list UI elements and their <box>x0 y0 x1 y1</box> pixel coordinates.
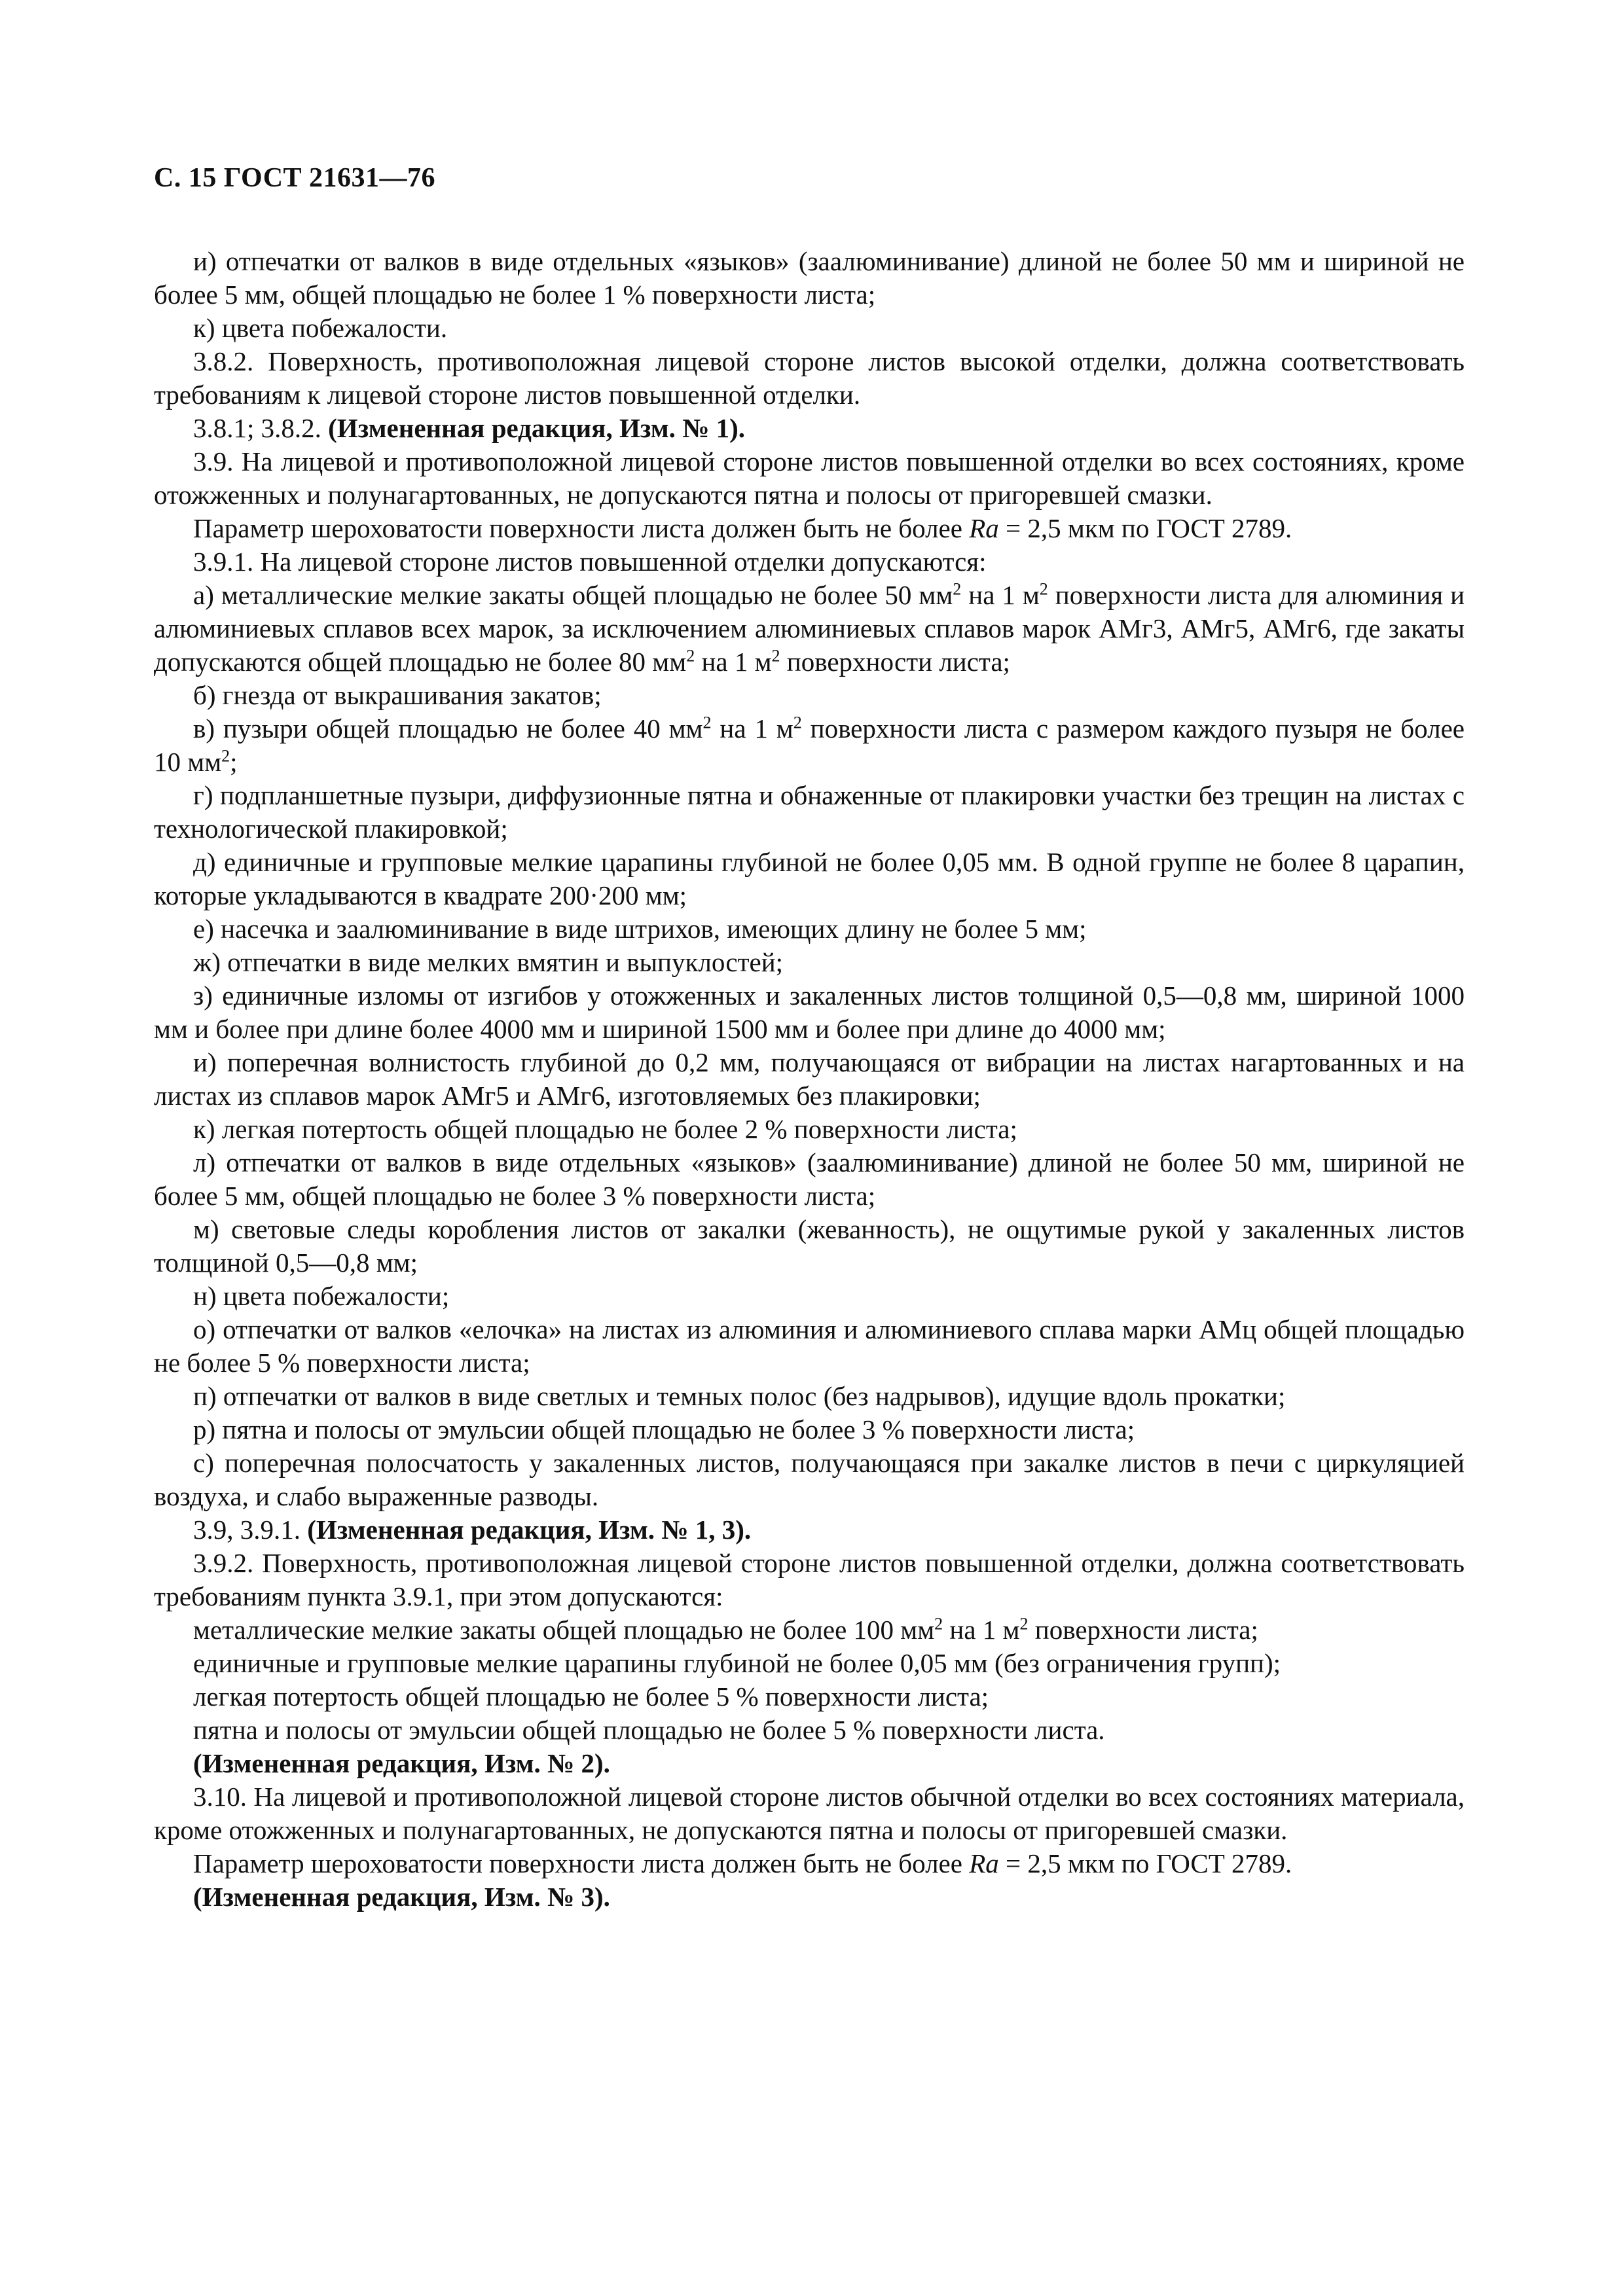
paragraph <box>154 1280 1465 1313</box>
paragraph <box>154 579 1465 679</box>
paragraph <box>154 1847 1465 1880</box>
paragraph <box>154 445 1465 512</box>
paragraph <box>154 1647 1465 1680</box>
text-run: в) пузыри общей площадью не более 40 мм <box>193 713 703 744</box>
paragraph <box>154 1713 1465 1747</box>
superscript: 2 <box>686 646 695 666</box>
text-run: 3.9. На лицевой и противоположной лицевой стороне листов повышенной отделки во всех состояниях, кроме отожженных и полунагартованных, не допускаются пятна и полосы от пригоревшей смазки. <box>154 446 1465 510</box>
document-body <box>154 245 1465 1914</box>
text-run: л) отпечатки от валков в виде отдельных «языков» (заалюминивание) длиной не более 50 мм, шириной не более 5 мм, общей площадью не более 3 % поверхности листа; <box>154 1147 1465 1211</box>
text-run: = 2,5 мкм по ГОСТ 2789. <box>998 513 1292 543</box>
paragraph <box>154 1046 1465 1113</box>
paragraph <box>154 912 1465 946</box>
text-run: и) поперечная волнистость глубиной до 0,2 мм, получающаяся от вибрации на листах нагартованных и на листах из сплавов марок АМг5 и АМг6, изготовляемых без плакировки; <box>154 1047 1465 1111</box>
italic-symbol: Ra <box>969 513 999 543</box>
text-run: к) легкая потертость общей площадью не более 2 % поверхности листа; <box>193 1114 1017 1144</box>
paragraph <box>154 1413 1465 1446</box>
amendment-note: (Измененная редакция, Изм. № 1, 3). <box>307 1515 752 1545</box>
paragraph <box>154 1680 1465 1713</box>
text-run: 3.9.2. Поверхность, противоположная лицевой стороне листов повышенной отделки, должна соответствовать требованиям пункта 3.9.1, при этом допускаются: <box>154 1548 1465 1611</box>
text-run: ж) отпечатки в виде мелких вмятин и выпуклостей; <box>193 947 784 977</box>
text-run: поверхности листа; <box>780 647 1010 677</box>
paragraph <box>154 545 1465 579</box>
superscript: 2 <box>1039 579 1048 599</box>
paragraph <box>154 1446 1465 1513</box>
text-run: на 1 м <box>943 1615 1020 1645</box>
text-run: 3.10. На лицевой и противоположной лицевой стороне листов обычной отделки во всех состояниях материала, кроме отожженных и полунагартованных, не допускаются пятна и полосы от пригоревшей смазки. <box>154 1782 1465 1845</box>
superscript: 2 <box>953 579 962 599</box>
text-run: г) подпланшетные пузыри, диффузионные пятна и обнаженные от плакировки участки без трещин на листах с технологической плакировкой; <box>154 780 1465 844</box>
text-run: на 1 м <box>695 647 772 677</box>
text-run: 3.9, 3.9.1. <box>193 1515 308 1545</box>
paragraph <box>154 1213 1465 1280</box>
text-run: д) единичные и групповые мелкие царапины глубиной не более 0,05 мм. В одной группе не более 8 царапин, которые укладываются в квадрате 200·200 мм; <box>154 847 1465 910</box>
italic-symbol: Ra <box>969 1848 999 1878</box>
text-run: единичные и групповые мелкие царапины глубиной не более 0,05 мм (без ограничения групп); <box>193 1648 1281 1678</box>
amendment-note: (Измененная редакция, Изм. № 2). <box>193 1748 610 1778</box>
text-run: поверхности листа с размером каждого пузыря не более 10 мм <box>154 713 1465 777</box>
text-run: б) гнезда от выкрашивания закатов; <box>193 680 602 710</box>
paragraph <box>154 779 1465 846</box>
text-run: з) единичные изломы от изгибов у отожженных и закаленных листов толщиной 0,5—0,8 мм, шириной 1000 мм и более при длине более 4000 мм и шириной 1500 мм и более при длине до 4000 мм; <box>154 980 1465 1044</box>
paragraph <box>154 979 1465 1046</box>
paragraph <box>154 1780 1465 1847</box>
text-run: е) насечка и заалюминивание в виде штрихов, имеющих длину не более 5 мм; <box>193 914 1087 944</box>
superscript: 2 <box>702 713 712 732</box>
text-run: с) поперечная полосчатость у закаленных листов, получающаяся при закалке листов в печи с циркуляцией воздуха, и слабо выраженные разводы. <box>154 1448 1465 1511</box>
superscript: 2 <box>793 713 802 732</box>
paragraph <box>154 1146 1465 1213</box>
text-run: 3.8.2. Поверхность, противоположная лицевой стороне листов высокой отделки, должна соответствовать требованиям к лицевой стороне листов повышенной отделки. <box>154 346 1465 410</box>
text-run: а) металлические мелкие закаты общей площадью не более 50 мм <box>193 580 953 610</box>
text-run: о) отпечатки от валков «елочка» на листах из алюминия и алюминиевого сплава марки АМц общей площадью не более 5 % поверхности листа; <box>154 1314 1465 1378</box>
text-run: 3.9.1. На лицевой стороне листов повышенной отделки допускаются: <box>193 547 987 577</box>
paragraph <box>154 1880 1465 1914</box>
text-run: поверхности листа для алюминия и алюминиевых сплавов всех марок, за исключением алюминиевых сплавов марок АМг3, АМг5, АМг6, где закаты допускаются общей площадью не более 80 мм <box>154 580 1465 677</box>
text-run: м) световые следы коробления листов от закалки (жеванность), не ощутимые рукой у закаленных листов толщиной 0,5—0,8 мм; <box>154 1214 1465 1278</box>
superscript: 2 <box>221 746 230 766</box>
paragraph <box>154 512 1465 545</box>
text-run: Параметр шероховатости поверхности листа должен быть не более <box>193 1848 970 1878</box>
paragraph <box>154 345 1465 412</box>
text-run: р) пятна и полосы от эмульсии общей площадью не более 3 % поверхности листа; <box>193 1414 1135 1444</box>
superscript: 2 <box>934 1614 943 1634</box>
paragraph <box>154 245 1465 312</box>
text-run: на 1 м <box>961 580 1040 610</box>
text-run: легкая потертость общей площадью не более 5 % поверхности листа; <box>193 1681 989 1712</box>
text-run: п) отпечатки от валков в виде светлых и темных полос (без надрывов), идущие вдоль прокатки; <box>193 1381 1286 1411</box>
superscript: 2 <box>771 646 780 666</box>
paragraph <box>154 846 1465 912</box>
text-run: металлические мелкие закаты общей площадью не более 100 мм <box>193 1615 935 1645</box>
paragraph <box>154 412 1465 445</box>
text-run: н) цвета побежалости; <box>193 1281 450 1311</box>
paragraph <box>154 1113 1465 1146</box>
text-run: на 1 м <box>711 713 793 744</box>
page-header: С. 15 ГОСТ 21631—76 <box>154 163 436 193</box>
text-run: = 2,5 мкм по ГОСТ 2789. <box>998 1848 1292 1878</box>
text-run: Параметр шероховатости поверхности листа должен быть не более <box>193 513 970 543</box>
paragraph <box>154 946 1465 979</box>
paragraph <box>154 679 1465 712</box>
paragraph <box>154 1513 1465 1547</box>
text-run: пятна и полосы от эмульсии общей площадью не более 5 % поверхности листа. <box>193 1715 1105 1745</box>
text-run: и) отпечатки от валков в виде отдельных «языков» (заалюминивание) длиной не более 50 мм и шириной не более 5 мм, общей площадью не более 1 % поверхности листа; <box>154 246 1465 310</box>
text-run: ; <box>230 747 238 777</box>
paragraph <box>154 312 1465 345</box>
amendment-note: (Измененная редакция, Изм. № 1). <box>328 413 746 443</box>
paragraph <box>154 1547 1465 1613</box>
text-run: к) цвета побежалости. <box>193 313 448 343</box>
paragraph <box>154 1313 1465 1380</box>
text-run: поверхности листа; <box>1028 1615 1258 1645</box>
paragraph <box>154 1613 1465 1647</box>
paragraph <box>154 712 1465 779</box>
superscript: 2 <box>1019 1614 1029 1634</box>
text-run: 3.8.1; 3.8.2. <box>193 413 329 443</box>
paragraph <box>154 1380 1465 1413</box>
paragraph <box>154 1747 1465 1780</box>
amendment-note: (Измененная редакция, Изм. № 3). <box>193 1882 610 1912</box>
